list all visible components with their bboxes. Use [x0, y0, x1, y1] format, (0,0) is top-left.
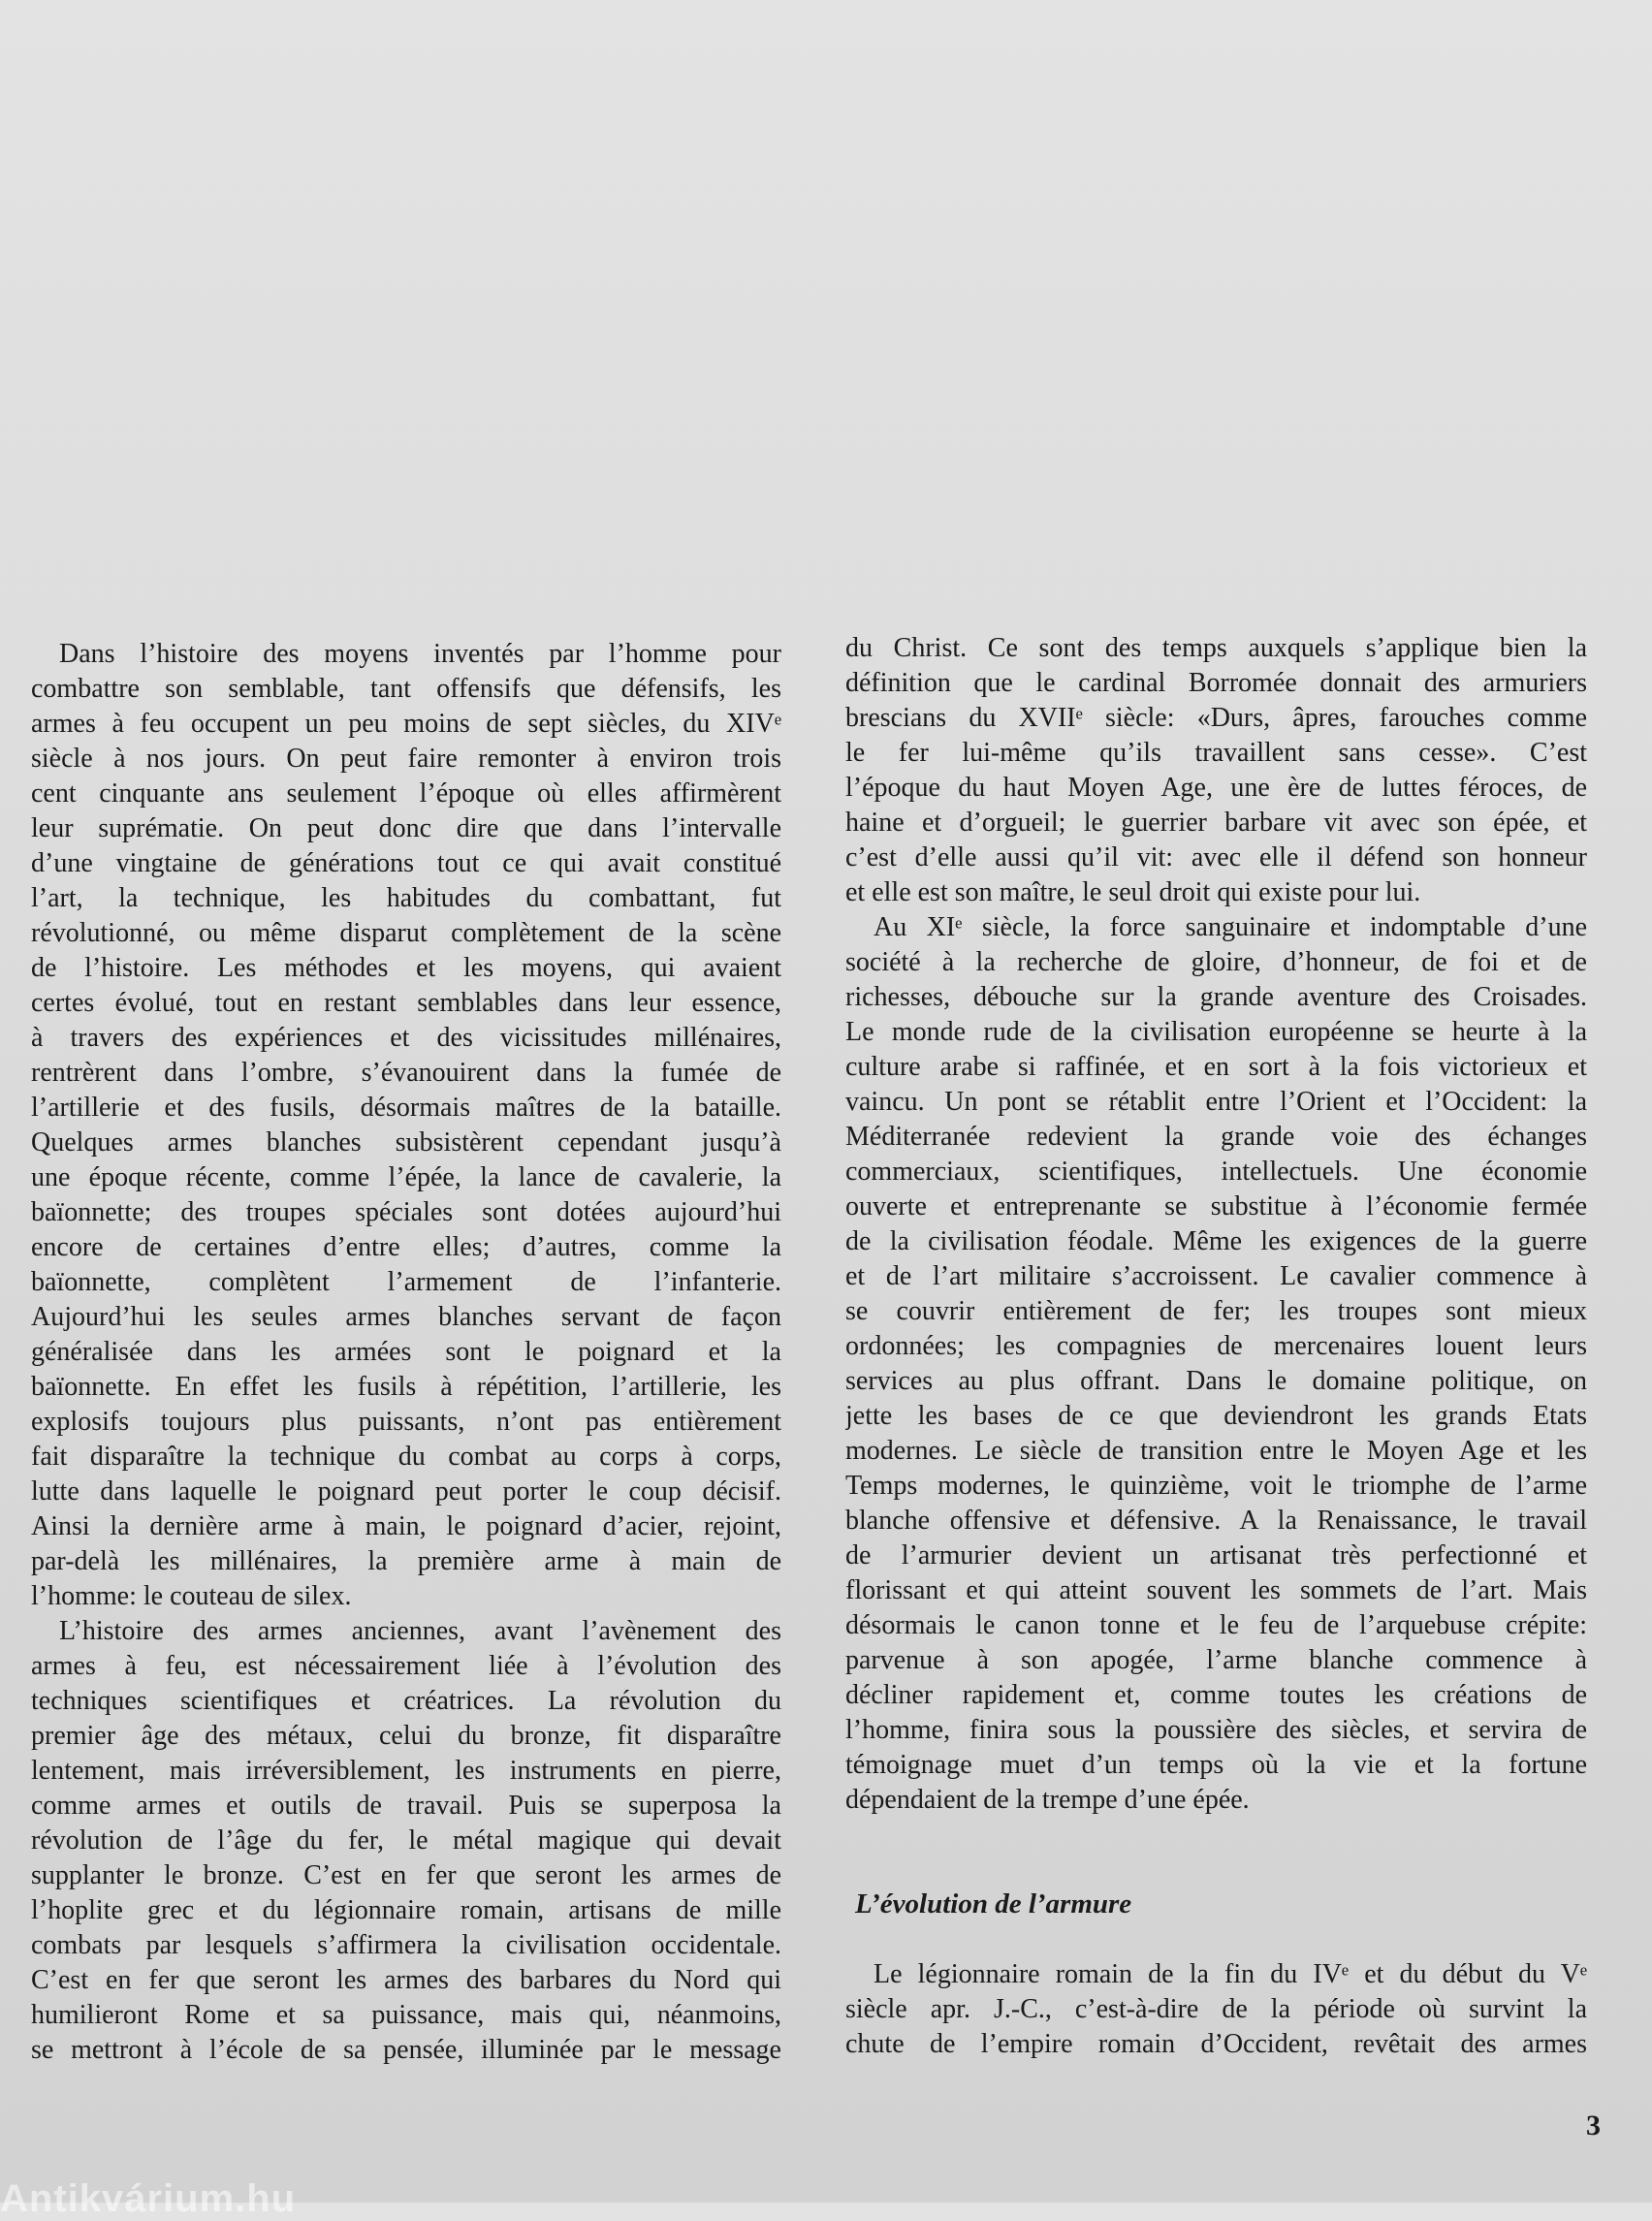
text-line: lutte dans laquelle le poignard peut porter le coup décisif. [31, 1476, 781, 1507]
text-line: révolution de l’âge du fer, le métal magique qui devait [31, 1825, 781, 1856]
text-line: baïonnette. En effet les fusils à répétition, l’artillerie, les [31, 1372, 781, 1402]
paragraph [845, 910, 1587, 1818]
text-line: Dans l’histoire des moyens inventés par l’homme pour [59, 639, 781, 669]
paragraph [31, 1614, 781, 2068]
text-line: siècle apr. J.-C., c’est-à-dire de la période où survint la [845, 1994, 1587, 2024]
text-line: l’hoplite grec et du légionnaire romain, artisans de mille [31, 1895, 781, 1925]
text-line: Ainsi la dernière arme à main, le poignard d’acier, rejoint, [31, 1511, 781, 1541]
text-line: une époque récente, comme l’épée, la lance de cavalerie, la [31, 1162, 781, 1192]
text-line: l’homme: le couteau de silex. [31, 1581, 352, 1611]
text-line: définition que le cardinal Borromée donnait des armuriers [845, 668, 1587, 698]
text-line: et elle est son maître, le seul droit qui existe pour lui. [845, 877, 1421, 907]
text-line: l’homme, finira sous la poussière des siècles, et servira de [845, 1715, 1587, 1745]
text-line: certes évolué, tout en restant semblables dans leur essence, [31, 988, 781, 1018]
text-line: culture arabe si raffinée, et en sort à la fois victorieux et [845, 1052, 1587, 1082]
text-line: armes à feu occupent un peu moins de sept siècles, du XIVᵉ [31, 709, 781, 739]
text-line: Méditerranée redevient la grande voie des échanges [845, 1122, 1587, 1152]
text-line: témoignage muet d’un temps où la vie et la fortune [845, 1750, 1587, 1780]
text-line: fait disparaître la technique du combat au corps à corps, [31, 1442, 781, 1472]
paragraph [31, 637, 781, 1614]
text-line: C’est en fer que seront les armes des barbares du Nord qui [31, 1965, 781, 1995]
text-line: désormais le canon tonne et le feu de l’arquebuse crépite: [845, 1610, 1587, 1640]
text-line: révolutionné, ou même disparut complètement de la scène [31, 918, 781, 948]
text-line: de l’histoire. Les méthodes et les moyens, qui avaient [31, 953, 781, 983]
text-line: cent cinquante ans seulement l’époque où elles affirmèrent [31, 778, 781, 809]
text-line: rentrèrent dans l’ombre, s’évanouirent dans la fumée de [31, 1058, 781, 1088]
text-line: c’est d’elle aussi qu’il vit: avec elle il défend son honneur [845, 842, 1587, 873]
text-line: baïonnette; des troupes spéciales sont dotées aujourd’hui [31, 1197, 781, 1227]
text-line: blanche offensive et défensive. A la Renaissance, le travail [845, 1506, 1587, 1536]
text-line: généralisée dans les armées sont le poignard et la [31, 1337, 781, 1367]
text-line: jette les bases de ce que deviendront les grands Etats [845, 1401, 1587, 1431]
text-line: ouverte et entreprenante se substitue à l’économie fermée [845, 1191, 1587, 1222]
text-line: parvenue à son apogée, l’arme blanche commence à [845, 1645, 1587, 1675]
section-heading: L’évolution de l’armure [855, 1888, 1132, 1920]
text-line: vaincu. Un pont se rétablit entre l’Orient et l’Occident: la [845, 1087, 1587, 1117]
text-line: Au XIᵉ siècle, la force sanguinaire et indomptable d’une [874, 912, 1587, 942]
text-line: d’une vingtaine de générations tout ce qui avait constitué [31, 848, 781, 878]
text-line: société à la recherche de gloire, d’honneur, de foi et de [845, 947, 1587, 977]
text-line: décliner rapidement et, comme toutes les créations de [845, 1680, 1587, 1710]
watermark: Antikvárium.hu [0, 2177, 297, 2220]
text-line: haine et d’orgueil; le guerrier barbare vit avec son épée, et [845, 808, 1587, 838]
page-number: 3 [1586, 2110, 1601, 2142]
text-line: supplanter le bronze. C’est en fer que seront les armes de [31, 1860, 781, 1890]
paragraph [845, 631, 1587, 910]
text-line: modernes. Le siècle de transition entre le Moyen Age et les [845, 1436, 1587, 1466]
text-line: Le monde rude de la civilisation européenne se heurte à la [845, 1017, 1587, 1047]
text-line: l’art, la technique, les habitudes du combattant, fut [31, 883, 781, 913]
text-line: de la civilisation féodale. Même les exigences de la guerre [845, 1226, 1587, 1256]
text-line: humilieront Rome et sa puissance, mais qui, néanmoins, [31, 2000, 781, 2030]
text-line: florissant et qui atteint souvent les sommets de l’art. Mais [845, 1575, 1587, 1605]
text-line: services au plus offrant. Dans le domaine politique, on [845, 1366, 1587, 1396]
text-line: à travers des expériences et des vicissitudes millénaires, [31, 1023, 781, 1053]
right-column-section-text [845, 1957, 1587, 2062]
text-line: du Christ. Ce sont des temps auxquels s’applique bien la [845, 633, 1587, 663]
text-line: richesses, débouche sur la grande aventure des Croisades. [845, 982, 1587, 1012]
text-line: premier âge des métaux, celui du bronze, fit disparaître [31, 1721, 781, 1751]
text-line: armes à feu, est nécessairement liée à l’évolution des [31, 1651, 781, 1681]
text-line: et de l’art militaire s’accroissent. Le cavalier commence à [845, 1261, 1587, 1291]
text-line: brescians du XVIIᵉ siècle: «Durs, âpres, farouches comme [845, 703, 1587, 733]
paragraph [845, 1957, 1587, 2062]
text-line: explosifs toujours plus puissants, n’ont pas entièrement [31, 1407, 781, 1437]
text-line: Aujourd’hui les seules armes blanches servant de façon [31, 1302, 781, 1332]
text-line: encore de certaines d’entre elles; d’autres, comme la [31, 1232, 781, 1262]
text-line: lentement, mais irréversiblement, les instruments en pierre, [31, 1756, 781, 1786]
text-line: leur suprématie. On peut donc dire que dans l’intervalle [31, 813, 781, 843]
text-line: par-delà les millénaires, la première arme à main de [31, 1546, 781, 1576]
text-line: chute de l’empire romain d’Occident, revêtait des armes [845, 2029, 1587, 2059]
left-column [31, 637, 781, 2068]
text-line: l’artillerie et des fusils, désormais maîtres de la bataille. [31, 1093, 781, 1123]
text-line: Quelques armes blanches subsistèrent cependant jusqu’à [31, 1127, 781, 1158]
text-line: techniques scientifiques et créatrices. La révolution du [31, 1686, 781, 1716]
text-line: dépendaient de la trempe d’une épée. [845, 1785, 1250, 1815]
text-line: L’histoire des armes anciennes, avant l’avènement des [59, 1616, 781, 1646]
text-line: de l’armurier devient un artisanat très perfectionné et [845, 1540, 1587, 1571]
text-line: baïonnette, complètent l’armement de l’infanterie. [31, 1267, 781, 1297]
text-line: ordonnées; les compagnies de mercenaires louent leurs [845, 1331, 1587, 1361]
right-column [845, 631, 1587, 1818]
text-line: Temps modernes, le quinzième, voit le triomphe de l’arme [845, 1471, 1587, 1501]
text-line: se mettront à l’école de sa pensée, illuminée par le message [31, 2035, 781, 2065]
text-line: siècle à nos jours. On peut faire remonter à environ trois [31, 744, 781, 774]
text-line: Le légionnaire romain de la fin du IVᵉ et du début du Vᵉ [874, 1959, 1587, 1989]
text-line: le fer lui-même qu’ils travaillent sans cesse». C’est [845, 738, 1587, 768]
text-line: se couvrir entièrement de fer; les troupes sont mieux [845, 1296, 1587, 1326]
text-line: l’époque du haut Moyen Age, une ère de luttes féroces, de [845, 773, 1587, 803]
text-line: comme armes et outils de travail. Puis se superposa la [31, 1791, 781, 1821]
text-line: combats par lesquels s’affirmera la civilisation occidentale. [31, 1930, 781, 1960]
text-line: commerciaux, scientifiques, intellectuels. Une économie [845, 1157, 1587, 1187]
text-line: combattre son semblable, tant offensifs que défensifs, les [31, 674, 781, 704]
